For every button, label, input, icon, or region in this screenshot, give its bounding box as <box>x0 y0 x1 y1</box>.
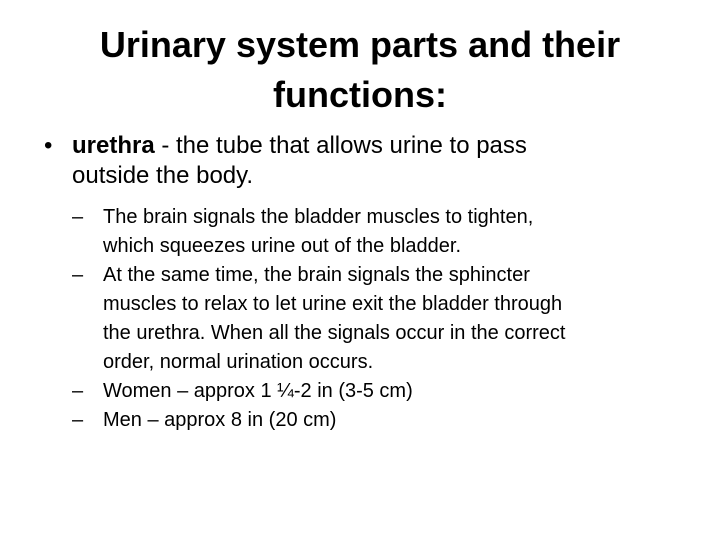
dash-marker: – <box>72 409 84 431</box>
bullet-term: urethra <box>72 132 155 159</box>
sub-bullet <box>72 203 692 261</box>
dash-marker: – <box>72 264 84 286</box>
sub-bullet-line: The brain signals the bladder muscles to tighten, <box>103 206 534 228</box>
slide-title <box>36 20 684 120</box>
sub-bullet-line: muscles to relax to let urine exit the bladder through <box>103 293 563 315</box>
title-line-2: functions: <box>273 74 447 115</box>
dash-marker: – <box>72 206 84 228</box>
dash-marker: – <box>72 380 84 402</box>
title-line-1: Urinary system parts and their <box>99 24 621 65</box>
sub-bullet <box>72 261 692 377</box>
sub-bullet-line: the urethra. When all the signals occur in the correct <box>103 322 566 344</box>
sub-bullet-line: Women – approx 1 ¼-2 in (3-5 cm) <box>103 380 413 402</box>
sub-bullet <box>72 406 692 435</box>
bullet-marker: • <box>44 132 53 159</box>
bullet-line-1-rest: - the tube that allows urine to pass <box>154 132 527 159</box>
sub-bullet-line: which squeezes urine out of the bladder. <box>103 235 462 257</box>
sub-bullet-line: At the same time, the brain signals the sphincter <box>103 264 530 286</box>
sub-bullet <box>72 377 692 406</box>
bullet-line-2: outside the body. <box>72 162 254 189</box>
bullet-text <box>72 131 682 191</box>
sub-bullet-line: Men – approx 8 in (20 cm) <box>103 409 337 431</box>
sub-bullet-list <box>72 203 692 435</box>
sub-bullet-line: order, normal urination occurs. <box>103 351 374 373</box>
